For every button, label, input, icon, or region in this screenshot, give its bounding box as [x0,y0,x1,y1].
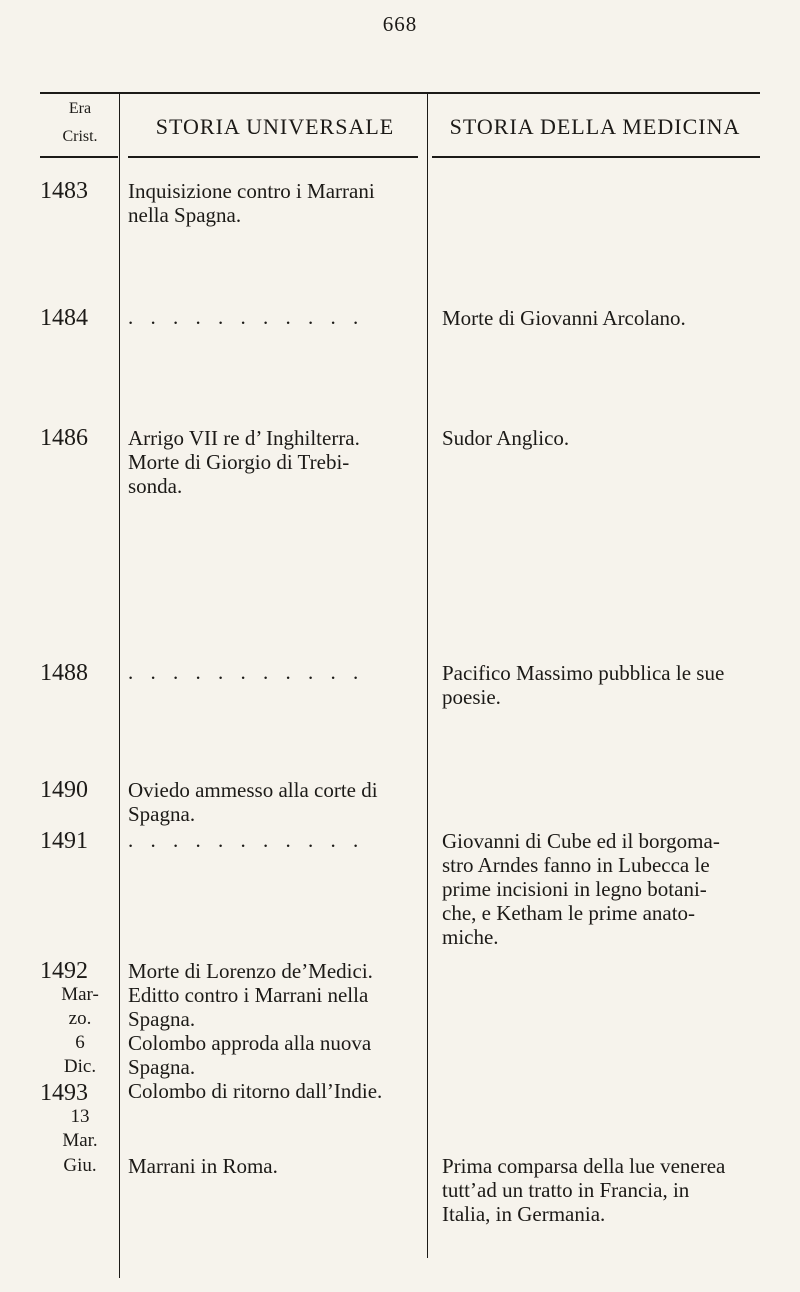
date-giu: Giu. [63,1155,97,1176]
page-number: 668 [382,12,418,36]
year-1486: 1486 [40,425,88,451]
universal-1486-line2: Morte di Giorgio di Trebi- [128,450,350,474]
universal-1492-line5: Spagna. [128,1055,196,1079]
medicine-1484: Morte di Giovanni Arcolano. [442,306,686,330]
universal-1486-line1: Arrigo VII re d’ Inghilterra. [128,426,360,450]
universal-1491-dots: . . . . . . . . . . . [128,828,365,852]
universal-1492-line1: Morte di Lorenzo de’Medici. [128,959,373,983]
universal-1483-line2: nella Spagna. [128,203,242,227]
medicine-1491-line5: miche. [442,925,499,949]
year-1488: 1488 [40,660,88,686]
date-13: 13 [70,1106,90,1127]
universal-1486-line3: sonda. [128,474,183,498]
medicine-1493-line1: Prima comparsa della lue venerea [442,1154,726,1178]
year-1484: 1484 [40,305,88,331]
header-era: Era [68,100,92,117]
universal-1488-dots: . . . . . . . . . . . [128,660,365,684]
date-mar2: Mar. [62,1130,98,1151]
date-zo: zo. [68,1008,92,1029]
year-1493: 1493 [40,1080,88,1106]
universal-1493-line1: Colombo di ritorno dall’Indie. [128,1079,383,1103]
year-1491: 1491 [40,828,88,854]
column-divider-right [427,94,428,1258]
column-divider-left [119,94,120,1278]
header-rule-era [40,156,118,158]
medicine-1491-line3: prime incisioni in legno botani- [442,877,707,901]
medicine-1493-line2: tutt’ad un tratto in Francia, in [442,1178,690,1202]
header-universal: STORIA UNIVERSALE [155,114,395,139]
universal-1492-line2: Editto contro i Marrani nella [128,983,369,1007]
header-top-rule [40,92,760,94]
header-medicine: STORIA DELLA MEDICINA [449,114,741,139]
date-6: 6 [75,1032,85,1053]
date-dic: Dic. [63,1056,97,1077]
universal-1493-line2: Marrani in Roma. [128,1154,278,1178]
year-1490: 1490 [40,777,88,803]
header-era-crist: Crist. [62,128,98,145]
medicine-1491-line2: stro Arndes fanno in Lubecca le [442,853,710,877]
date-mar: Mar- [61,984,99,1005]
universal-1492-line4: Colombo approda alla nuova [128,1031,372,1055]
medicine-1491-line1: Giovanni di Cube ed il borgoma- [442,829,720,853]
universal-1490-line2: Spagna. [128,802,196,826]
medicine-1488-line2: poesie. [442,685,501,709]
universal-1484-dots: . . . . . . . . . . . [128,305,365,329]
medicine-1491-line4: che, e Ketham le prime anato- [442,901,696,925]
universal-1490-line1: Oviedo ammesso alla corte di [128,778,378,802]
medicine-1493-line3: Italia, in Germania. [442,1202,606,1226]
medicine-1486: Sudor Anglico. [442,426,570,450]
header-rule-universal [128,156,418,158]
year-1483: 1483 [40,178,88,204]
header-rule-medicine [432,156,760,158]
universal-1492-line3: Spagna. [128,1007,196,1031]
year-1492: 1492 [40,958,88,984]
universal-1483-line1: Inquisizione contro i Marrani [128,179,375,203]
medicine-1488-line1: Pacifico Massimo pubblica le sue [442,661,725,685]
